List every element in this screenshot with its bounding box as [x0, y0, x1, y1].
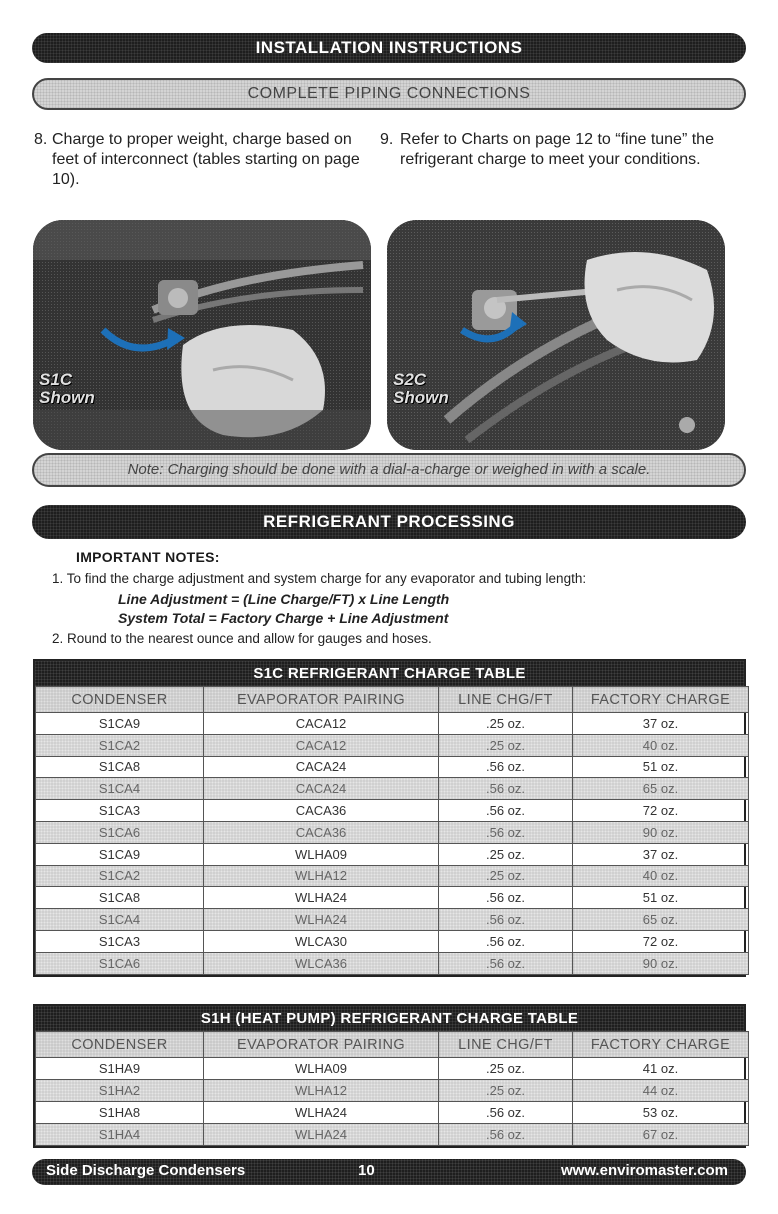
table-cell: S1HA9 — [36, 1058, 204, 1080]
col-header-evaporator: EVAPORATOR PAIRING — [204, 1032, 439, 1058]
table-row — [36, 778, 749, 800]
important-notes-heading: IMPORTANT NOTES: — [76, 549, 220, 565]
table-row — [36, 930, 749, 952]
table-cell: CACA12 — [204, 713, 439, 735]
table-cell: 40 oz. — [573, 734, 749, 756]
table-row — [36, 713, 749, 735]
table-row — [36, 800, 749, 822]
photo-label-shown: Shown — [393, 388, 449, 407]
formula-line-adjustment: Line Adjustment = (Line Charge/FT) x Line Length — [118, 591, 450, 607]
table-cell: S1CA8 — [36, 887, 204, 909]
table-cell: WLHA12 — [204, 865, 439, 887]
table-cell: CACA36 — [204, 800, 439, 822]
table-row — [36, 1124, 749, 1146]
table-cell: .25 oz. — [439, 713, 573, 735]
table-cell: WLHA24 — [204, 887, 439, 909]
table-cell: S1CA2 — [36, 865, 204, 887]
table-cell: .25 oz. — [439, 734, 573, 756]
table-title: S1H (HEAT PUMP) REFRIGERANT CHARGE TABLE — [35, 1006, 744, 1031]
table-cell: .56 oz. — [439, 887, 573, 909]
table-cell: S1CA8 — [36, 756, 204, 778]
table-cell: WLCA36 — [204, 952, 439, 974]
photo-s2c-valve — [387, 220, 725, 450]
table-row — [36, 756, 749, 778]
step-8 — [34, 130, 372, 190]
table-cell: CACA24 — [204, 778, 439, 800]
table-cell: WLHA24 — [204, 909, 439, 931]
table-cell: S1HA8 — [36, 1102, 204, 1124]
table-row — [36, 952, 749, 974]
charge-table — [35, 1031, 749, 1146]
table-cell: WLCA30 — [204, 930, 439, 952]
col-header-factory-charge: FACTORY CHARGE — [573, 687, 749, 713]
table-row — [36, 887, 749, 909]
table-cell: S1CA9 — [36, 713, 204, 735]
charging-note — [32, 453, 746, 487]
col-header-condenser: CONDENSER — [36, 687, 204, 713]
section-title: REFRIGERANT PROCESSING — [263, 512, 515, 531]
step-number: 9. — [380, 131, 394, 148]
table-row — [36, 1080, 749, 1102]
table-header-row — [36, 687, 749, 713]
table-cell: S1CA2 — [36, 734, 204, 756]
table-cell: .56 oz. — [439, 1124, 573, 1146]
table-row — [36, 865, 749, 887]
table-cell: 51 oz. — [573, 887, 749, 909]
subsection-title: COMPLETE PIPING CONNECTIONS — [247, 85, 531, 102]
table-cell: CACA24 — [204, 756, 439, 778]
table-row — [36, 843, 749, 865]
table-cell: .56 oz. — [439, 909, 573, 931]
table-cell: 37 oz. — [573, 843, 749, 865]
table-header-row — [36, 1032, 749, 1058]
note-2: 2. Round to the nearest ounce and allow for gauges and hoses. — [52, 631, 432, 646]
s1c-charge-table — [33, 659, 746, 977]
footer-product-line: Side Discharge Condensers — [46, 1162, 246, 1179]
table-cell: .56 oz. — [439, 930, 573, 952]
page-title: INSTALLATION INSTRUCTIONS — [255, 38, 523, 57]
photo-label-shown: Shown — [39, 388, 95, 407]
table-cell: S1CA3 — [36, 800, 204, 822]
table-cell: .56 oz. — [439, 800, 573, 822]
table-cell: 65 oz. — [573, 909, 749, 931]
table-cell: 72 oz. — [573, 800, 749, 822]
col-header-line-chg: LINE CHG/FT — [439, 687, 573, 713]
table-cell: 44 oz. — [573, 1080, 749, 1102]
col-header-line-chg: LINE CHG/FT — [439, 1032, 573, 1058]
table-cell: 65 oz. — [573, 778, 749, 800]
page-footer — [32, 1159, 746, 1185]
table-cell: .56 oz. — [439, 821, 573, 843]
table-cell: 67 oz. — [573, 1124, 749, 1146]
table-cell: S1CA9 — [36, 843, 204, 865]
step-text: Charge to proper weight, charge based on feet of interconnect (tables starting on page 10). — [52, 131, 360, 188]
table-cell: .25 oz. — [439, 1080, 573, 1102]
table-cell: CACA36 — [204, 821, 439, 843]
photo-label-model: S2C — [393, 370, 427, 389]
table-row — [36, 734, 749, 756]
step-text: Refer to Charts on page 12 to “fine tune” the refrigerant charge to meet your conditions. — [400, 131, 714, 168]
charge-table — [35, 686, 749, 975]
photo-label-model: S1C — [39, 370, 73, 389]
step-9 — [380, 130, 730, 170]
note-text: Note: Charging should be done with a dial-a-charge or weighed in with a scale. — [127, 461, 651, 478]
table-cell: .56 oz. — [439, 756, 573, 778]
table-cell: .25 oz. — [439, 1058, 573, 1080]
table-cell: .56 oz. — [439, 952, 573, 974]
table-cell: .56 oz. — [439, 778, 573, 800]
section-banner-installation — [32, 33, 746, 63]
footer-website: www.enviromaster.com — [560, 1162, 728, 1179]
formula-system-total: System Total = Factory Charge + Line Adjustment — [118, 610, 449, 626]
subsection-pill — [32, 78, 746, 110]
table-cell: S1CA3 — [36, 930, 204, 952]
table-cell: S1CA6 — [36, 952, 204, 974]
table-cell: WLHA24 — [204, 1124, 439, 1146]
table-cell: 53 oz. — [573, 1102, 749, 1124]
table-row — [36, 821, 749, 843]
table-row — [36, 1058, 749, 1080]
col-header-evaporator: EVAPORATOR PAIRING — [204, 687, 439, 713]
table-cell: .25 oz. — [439, 865, 573, 887]
table-cell: WLHA12 — [204, 1080, 439, 1102]
table-cell: S1CA4 — [36, 909, 204, 931]
photo-s1c-valve — [33, 220, 371, 450]
table-row — [36, 1102, 749, 1124]
table-cell: S1HA2 — [36, 1080, 204, 1102]
section-banner-processing — [32, 505, 746, 539]
table-cell: CACA12 — [204, 734, 439, 756]
table-title: S1C REFRIGERANT CHARGE TABLE — [35, 661, 744, 686]
table-cell: 72 oz. — [573, 930, 749, 952]
table-cell: 51 oz. — [573, 756, 749, 778]
table-cell: WLHA09 — [204, 843, 439, 865]
s1h-charge-table — [33, 1004, 746, 1148]
photo-s2c-illustration — [387, 220, 725, 450]
table-row — [36, 909, 749, 931]
table-cell: 90 oz. — [573, 821, 749, 843]
table-cell: WLHA24 — [204, 1102, 439, 1124]
table-cell: 40 oz. — [573, 865, 749, 887]
table-cell: WLHA09 — [204, 1058, 439, 1080]
note-1: 1. To find the charge adjustment and system charge for any evaporator and tubing length: — [52, 571, 587, 586]
table-cell: S1CA4 — [36, 778, 204, 800]
table-cell: S1CA6 — [36, 821, 204, 843]
table-cell: 37 oz. — [573, 713, 749, 735]
photo-s1c-illustration — [33, 220, 371, 450]
table-cell: 41 oz. — [573, 1058, 749, 1080]
table-cell: S1HA4 — [36, 1124, 204, 1146]
table-cell: 90 oz. — [573, 952, 749, 974]
table-cell: .25 oz. — [439, 843, 573, 865]
page-number: 10 — [358, 1162, 375, 1179]
col-header-condenser: CONDENSER — [36, 1032, 204, 1058]
col-header-factory-charge: FACTORY CHARGE — [573, 1032, 749, 1058]
table-cell: .56 oz. — [439, 1102, 573, 1124]
step-number: 8. — [34, 131, 48, 148]
